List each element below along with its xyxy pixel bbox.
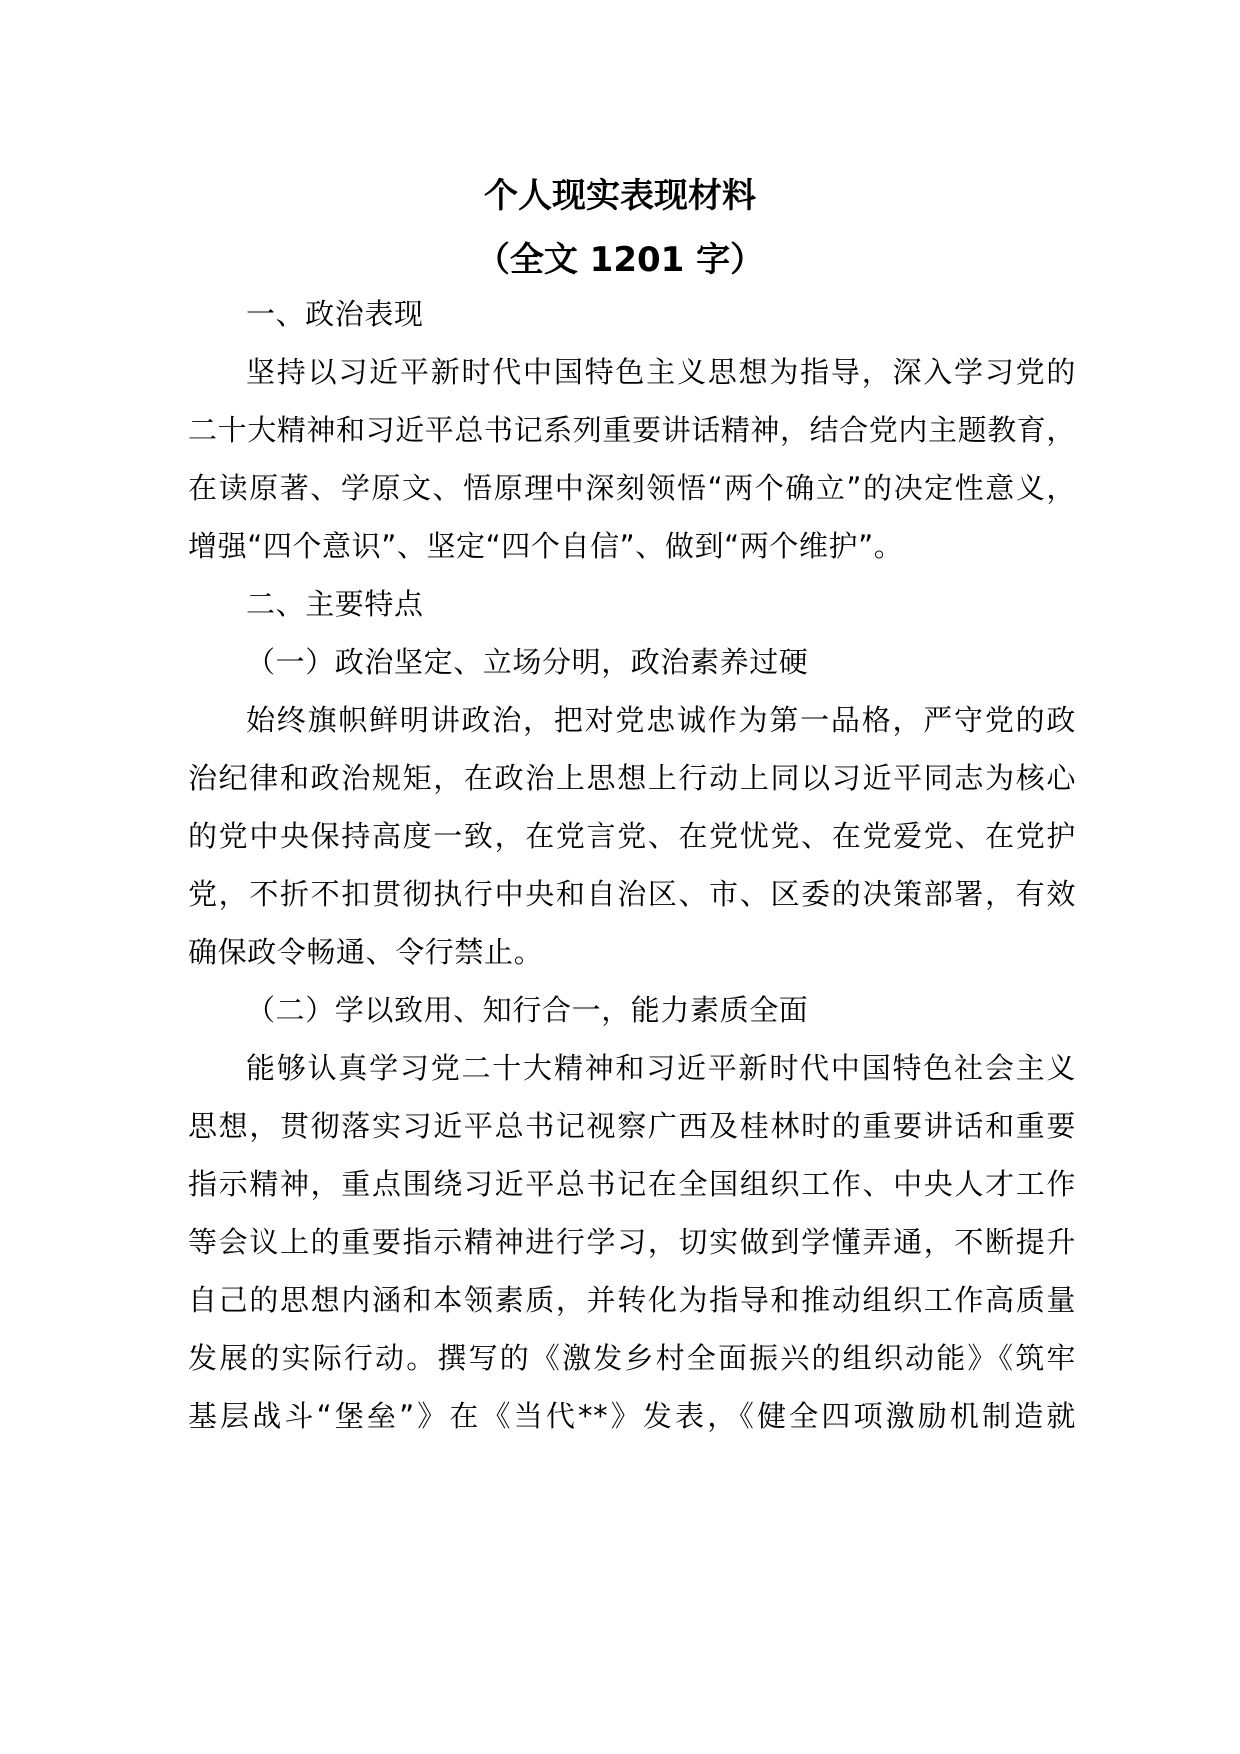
- paragraph-line: 二十大精神和习近平总书记系列重要讲话精神，结合党内主题教育，: [188, 413, 1077, 447]
- document-subtitle: （全文 1201 字）: [475, 240, 765, 280]
- paragraph-line: 在读原著、学原文、悟原理中深刻领悟“两个确立”的决定性意义，: [188, 471, 1076, 505]
- paragraph-line: 能够认真学习党二十大精神和习近平新时代中国特色社会主义: [246, 1051, 1076, 1085]
- paragraph-line: 始终旗帜鲜明讲政治，把对党忠诚作为第一品格，严守党的政: [246, 703, 1076, 737]
- paragraph-line: 等会议上的重要指示精神进行学习，切实做到学懂弄通，不断提升: [188, 1225, 1076, 1259]
- paragraph-line: 指示精神，重点围绕习近平总书记在全国组织工作、中央人才工作: [188, 1167, 1076, 1201]
- section-heading-main-features: 二、主要特点: [246, 587, 424, 621]
- section-heading-political-performance: 一、政治表现: [246, 297, 424, 331]
- paragraph-line: 基层战斗“堡垒”》在《当代**》发表，《健全四项激励机制造就: [188, 1399, 1076, 1433]
- paragraph-line: 治纪律和政治规矩，在政治上思想上行动上同以习近平同志为核心: [188, 761, 1076, 795]
- paragraph-line: 的党中央保持高度一致，在党言党、在党忧党、在党爱党、在党护: [188, 819, 1076, 853]
- paragraph-line: 自己的思想内涵和本领素质，并转化为指导和推动组织工作高质量: [188, 1283, 1076, 1317]
- paragraph-line: 确保政令畅通、令行禁止。: [188, 935, 544, 969]
- subsection-heading-2: （二）学以致用、知行合一，能力素质全面: [246, 993, 809, 1027]
- paragraph-line: 思想，贯彻落实习近平总书记视察广西及桂林时的重要讲话和重要: [188, 1109, 1076, 1143]
- paragraph-line: 发展的实际行动。撰写的《激发乡村全面振兴的组织动能》《筑牢: [188, 1341, 1076, 1375]
- paragraph-line: 增强“四个意识”、坚定“四个自信”、做到“两个维护”。: [188, 529, 904, 563]
- document-title: 个人现实表现材料: [484, 176, 756, 216]
- paragraph-line: 党，不折不扣贯彻执行中央和自治区、市、区委的决策部署，有效: [188, 877, 1076, 911]
- paragraph-line: 坚持以习近平新时代中国特色主义思想为指导，深入学习党的: [246, 355, 1076, 389]
- subsection-heading-1: （一）政治坚定、立场分明，政治素养过硬: [246, 645, 809, 679]
